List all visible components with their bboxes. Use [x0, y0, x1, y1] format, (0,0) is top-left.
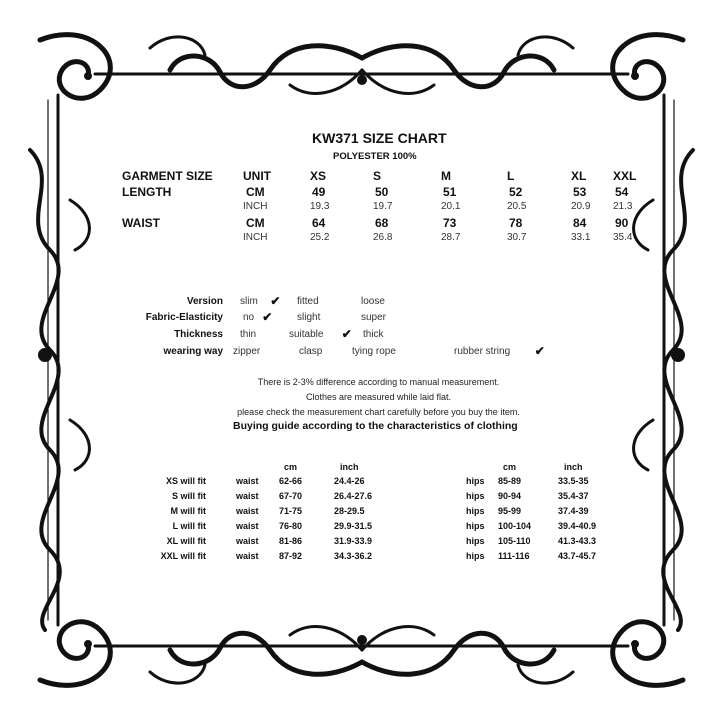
- fit-unit-header-inch: inch: [564, 462, 583, 472]
- size-table-header: XS: [310, 169, 327, 183]
- size-table-header: S: [373, 169, 382, 183]
- size-table-cell: 78: [509, 216, 523, 230]
- fit-waist-inch: 31.9-33.9: [334, 536, 373, 546]
- size-table-header: XXL: [613, 169, 637, 183]
- fit-hips-label: hips: [466, 506, 485, 516]
- characteristic-option: zipper: [233, 346, 261, 357]
- size-table-cell: 19.7: [373, 201, 393, 212]
- fit-size-label: M will fit: [170, 506, 206, 516]
- check-icon: ✔: [534, 344, 545, 358]
- fit-hips-cm: 90-94: [498, 491, 522, 501]
- size-table-cell: 51: [443, 185, 457, 199]
- size-table-cell: 84: [573, 216, 587, 230]
- fit-size-label: XL will fit: [166, 536, 206, 546]
- size-table-cell: 28.7: [441, 232, 461, 243]
- size-table-cell: 49: [312, 185, 326, 199]
- size-table-cell: 20.9: [571, 201, 591, 212]
- fit-hips-inch: 37.4-39: [558, 506, 589, 516]
- fit-waist-inch: 34.3-36.2: [334, 551, 373, 561]
- fit-waist-label: waist: [236, 491, 259, 501]
- size-table-cell: 90: [615, 216, 629, 230]
- fit-size-label: L will fit: [172, 521, 206, 531]
- size-table-row-label: WAIST: [122, 216, 160, 230]
- fit-unit-header-inch: inch: [340, 462, 359, 472]
- fit-waist-cm: 76-80: [279, 521, 303, 531]
- size-table-cell: 33.1: [571, 232, 591, 243]
- fit-hips-cm: 100-104: [498, 521, 532, 531]
- characteristic-option: rubber string: [454, 346, 511, 357]
- fit-hips-inch: 33.5-35: [558, 476, 589, 486]
- size-table-cell: 20.1: [441, 201, 461, 212]
- size-table-unit: CM: [246, 185, 265, 199]
- fit-hips-label: hips: [466, 551, 485, 561]
- fit-waist-cm: 62-66: [279, 476, 303, 486]
- check-icon: ✔: [341, 327, 352, 341]
- fit-hips-label: hips: [466, 491, 485, 501]
- fit-hips-inch: 41.3-43.3: [558, 536, 597, 546]
- fit-waist-label: waist: [236, 521, 259, 531]
- fit-waist-inch: 26.4-27.6: [334, 491, 373, 501]
- size-table-header: XL: [571, 169, 587, 183]
- characteristic-label: Version: [186, 296, 223, 307]
- fit-hips-cm: 105-110: [498, 536, 531, 546]
- characteristic-option: loose: [361, 296, 385, 307]
- check-icon: ✔: [262, 310, 273, 324]
- fit-waist-inch: 28-29.5: [334, 506, 365, 516]
- characteristic-option: suitable: [289, 329, 324, 340]
- fit-waist-cm: 87-92: [279, 551, 303, 561]
- fit-hips-label: hips: [466, 476, 485, 486]
- fit-size-label: XS will fit: [165, 476, 206, 486]
- characteristic-option: no: [243, 312, 255, 323]
- fit-hips-inch: 43.7-45.7: [558, 551, 597, 561]
- size-table-unit: CM: [246, 216, 265, 230]
- characteristic-label: Thickness: [174, 329, 223, 340]
- fit-unit-header-cm: cm: [503, 462, 517, 472]
- size-table-cell: 64: [312, 216, 326, 230]
- characteristic-option: thick: [363, 329, 384, 340]
- chart-title: KW371 SIZE CHART: [312, 130, 447, 146]
- size-table-cell: 20.5: [507, 201, 527, 212]
- fit-size-label: XXL will fit: [160, 551, 206, 561]
- fit-waist-cm: 71-75: [279, 506, 303, 516]
- size-table-row-label: LENGTH: [122, 185, 172, 199]
- buying-guide-title: Buying guide according to the characteristics of clothing: [233, 420, 518, 432]
- note-line: There is 2-3% difference according to manual measurement.: [257, 377, 500, 387]
- size-table-cell: 50: [375, 185, 389, 199]
- characteristic-option: fitted: [297, 296, 319, 307]
- size-table-cell: 26.8: [373, 232, 393, 243]
- fit-hips-inch: 39.4-40.9: [558, 521, 597, 531]
- fit-hips-label: hips: [466, 536, 485, 546]
- characteristic-option: slight: [297, 312, 321, 323]
- size-table-header: L: [507, 169, 515, 183]
- fit-hips-cm: 85-89: [498, 476, 522, 486]
- fit-hips-cm: 95-99: [498, 506, 522, 516]
- note-line: please check the measurement chart carefully before you buy the item.: [237, 407, 520, 417]
- size-table-cell: 19.3: [310, 201, 330, 212]
- characteristic-label: Fabric-Elasticity: [145, 312, 223, 323]
- size-table-cell: 53: [573, 185, 587, 199]
- size-table-cell: 68: [375, 216, 389, 230]
- size-table-cell: 21.3: [613, 201, 633, 212]
- note-line: Clothes are measured while laid flat.: [305, 392, 452, 402]
- size-table-cell: 52: [509, 185, 523, 199]
- material-label: POLYESTER 100%: [333, 151, 417, 162]
- size-table-header: GARMENT SIZE: [122, 169, 213, 183]
- characteristic-option: clasp: [299, 346, 323, 357]
- fit-hips-label: hips: [466, 521, 485, 531]
- size-table-cell: 25.2: [310, 232, 330, 243]
- characteristic-label: wearing way: [163, 346, 223, 357]
- fit-waist-label: waist: [236, 506, 259, 516]
- size-table-cell: 30.7: [507, 232, 527, 243]
- fit-hips-cm: 111-116: [498, 551, 530, 561]
- fit-waist-label: waist: [236, 551, 259, 561]
- fit-size-label: S will fit: [171, 491, 206, 501]
- fit-waist-label: waist: [236, 536, 259, 546]
- size-table-header: UNIT: [243, 169, 271, 183]
- fit-waist-inch: 24.4-26: [334, 476, 365, 486]
- size-table-unit: INCH: [243, 201, 268, 212]
- fit-waist-label: waist: [236, 476, 259, 486]
- size-table-header: M: [441, 169, 451, 183]
- characteristic-option: super: [361, 312, 387, 323]
- fit-unit-header-cm: cm: [284, 462, 298, 472]
- size-table-cell: 35.4: [613, 232, 633, 243]
- check-icon: ✔: [270, 294, 281, 308]
- characteristic-option: thin: [240, 329, 257, 340]
- size-table-cell: 54: [615, 185, 629, 199]
- fit-waist-inch: 29.9-31.5: [334, 521, 373, 531]
- characteristic-option: tying rope: [352, 346, 396, 357]
- fit-waist-cm: 81-86: [279, 536, 303, 546]
- size-table-unit: INCH: [243, 232, 268, 243]
- characteristic-option: slim: [240, 296, 258, 307]
- size-table-cell: 73: [443, 216, 457, 230]
- fit-waist-cm: 67-70: [279, 491, 303, 501]
- fit-hips-inch: 35.4-37: [558, 491, 589, 501]
